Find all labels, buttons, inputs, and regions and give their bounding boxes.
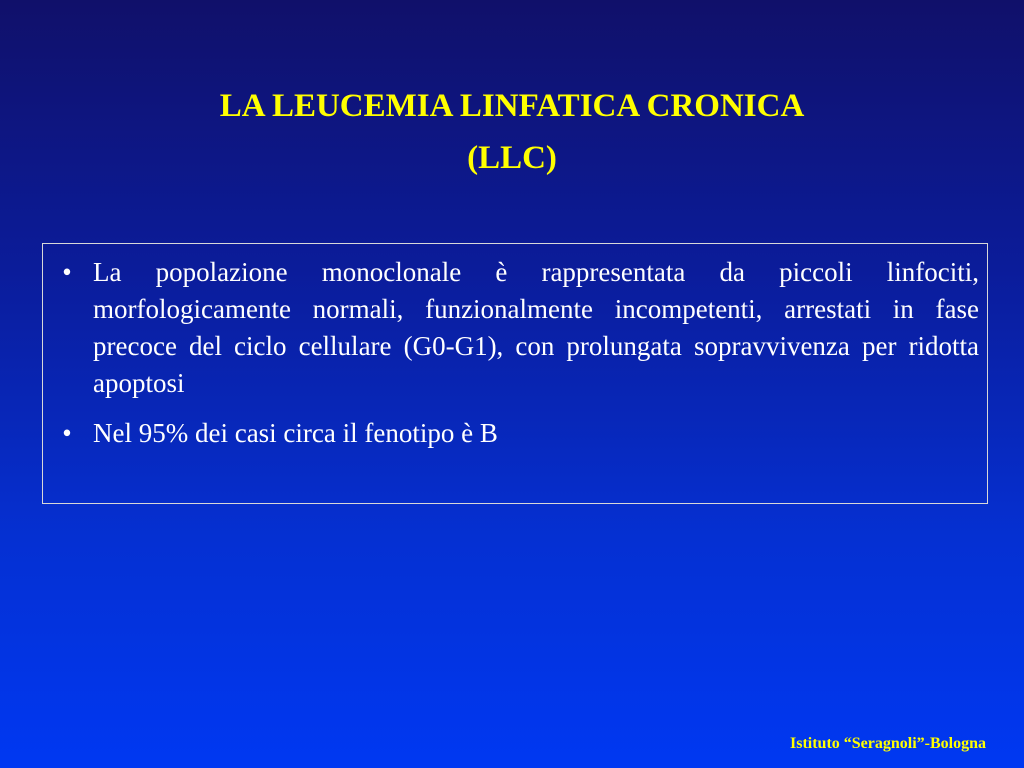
bullet-item	[57, 415, 979, 452]
bullet-text: Nel 95% dei casi circa il fenotipo è B	[93, 418, 498, 448]
bullet-list	[57, 254, 979, 465]
slide-title-line-2: (LLC)	[467, 140, 557, 176]
content-box	[42, 243, 988, 504]
bullet-dot-icon: •	[62, 418, 72, 448]
bullet-text: La popolazione monoclonale è rappresentata da piccoli linfociti, morfologicamente normali, funzionalmente incompetenti, arrestati in fase precoce del ciclo cellulare (G0-G1), con prolungata sopravvivenza per ridotta apoptosi	[93, 257, 979, 398]
bullet-dot-icon: •	[62, 257, 72, 287]
slide-title-line-1: LA LEUCEMIA LINFATICA CRONICA	[219, 88, 805, 124]
bullet-item	[57, 254, 979, 402]
slide-title	[0, 80, 1024, 184]
footer-credit: Istituto “Seragnoli”-Bologna	[789, 735, 986, 752]
